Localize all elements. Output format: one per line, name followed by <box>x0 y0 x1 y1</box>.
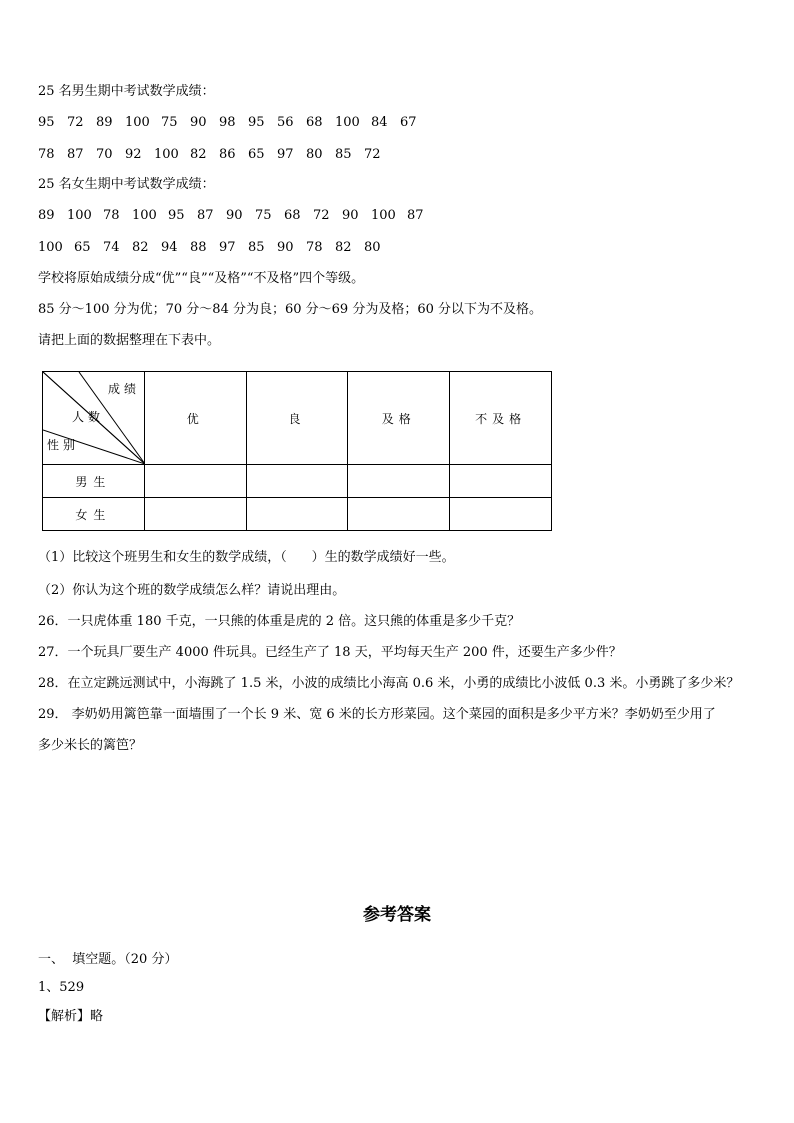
table-cell[interactable] <box>144 498 246 531</box>
girls-scores-row-1 <box>38 208 436 224</box>
diag-label-score: 成绩 <box>108 382 141 396</box>
score-value: 90 <box>226 208 243 223</box>
answer-item-1: 1、529 <box>38 980 85 995</box>
boys-scores-row-2 <box>38 147 393 163</box>
score-value: 78 <box>306 240 323 255</box>
score-value: 92 <box>125 147 142 162</box>
diag-label-gender: 性别 <box>47 438 80 452</box>
score-value: 97 <box>277 147 294 162</box>
score-value: 80 <box>364 240 381 255</box>
column-header-fail: 不及格 <box>450 372 552 465</box>
score-value: 68 <box>306 115 323 130</box>
grade-table <box>42 371 552 531</box>
row-header-girls: 女生 <box>43 498 145 531</box>
table-cell[interactable] <box>246 465 348 498</box>
table-cell[interactable] <box>450 465 552 498</box>
score-value: 95 <box>38 115 55 130</box>
score-value: 68 <box>284 208 301 223</box>
diag-label-count: 人数 <box>72 410 105 424</box>
table-instruction: 请把上面的数据整理在下表中。 <box>38 333 221 348</box>
score-value: 72 <box>67 115 84 130</box>
table-cell[interactable] <box>348 498 450 531</box>
score-value: 88 <box>190 240 207 255</box>
score-value: 75 <box>255 208 272 223</box>
score-value: 82 <box>132 240 149 255</box>
question-29-line-1: 29． 李奶奶用篱笆靠一面墙围了一个长 9 米、宽 6 米的长方形菜园。这个菜园的面积是多少平方米？李奶奶至少用了 <box>38 707 716 722</box>
question-27: 27．一个玩具厂要生产 4000 件玩具。已经生产了 18 天，平均每天生产 200 件，还要生产多少件？ <box>38 645 622 660</box>
girls-scores-label: 25 名女生期中考试数学成绩： <box>38 177 215 192</box>
score-value: 65 <box>248 147 265 162</box>
answers-title: 参考答案 <box>363 905 431 925</box>
score-value: 84 <box>371 115 388 130</box>
score-value: 82 <box>335 240 352 255</box>
score-value: 89 <box>96 115 113 130</box>
question-26: 26．一只虎体重 180 千克，一只熊的体重是虎的 2 倍。这只熊的体重是多少千克？ <box>38 614 521 629</box>
grading-rule: 85 分～100 分为优；70 分～84 分为良；60 分～69 分为及格；60 分以下为不及格。 <box>38 302 542 317</box>
column-header-pass: 及格 <box>348 372 450 465</box>
answer-analysis: 【解析】略 <box>38 1009 104 1024</box>
score-value: 98 <box>219 115 236 130</box>
answers-section-heading: 一、 填空题。（20 分） <box>38 952 178 967</box>
score-value: 100 <box>38 240 63 255</box>
column-header-good: 良 <box>246 372 348 465</box>
question-29-line-2: 多少米长的篱笆？ <box>38 738 143 753</box>
score-value: 100 <box>154 147 179 162</box>
score-value: 82 <box>190 147 207 162</box>
score-value: 94 <box>161 240 178 255</box>
score-value: 97 <box>219 240 236 255</box>
score-value: 67 <box>400 115 417 130</box>
score-value: 87 <box>407 208 424 223</box>
boys-scores-row-1 <box>38 115 429 131</box>
score-value: 85 <box>335 147 352 162</box>
row-header-boys: 男生 <box>43 465 145 498</box>
score-value: 90 <box>277 240 294 255</box>
score-value: 100 <box>335 115 360 130</box>
score-value: 72 <box>364 147 381 162</box>
score-value: 78 <box>38 147 55 162</box>
score-value: 100 <box>67 208 92 223</box>
score-value: 70 <box>96 147 113 162</box>
score-value: 87 <box>67 147 84 162</box>
table-cell[interactable] <box>246 498 348 531</box>
score-value: 100 <box>371 208 396 223</box>
sub-question-1: （1）比较这个班男生和女生的数学成绩，（ ）生的数学成绩好一些。 <box>38 550 455 565</box>
score-value: 80 <box>306 147 323 162</box>
score-value: 89 <box>38 208 55 223</box>
girls-scores-row-2 <box>38 240 393 256</box>
question-28: 28．在立定跳远测试中，小海跳了 1.5 米，小波的成绩比小海高 0.6 米，小勇的成绩比小波低 0.3 米。小勇跳了多少米？ <box>38 676 740 691</box>
score-value: 90 <box>342 208 359 223</box>
grading-intro: 学校将原始成绩分成“优”“良”“及格”“不及格”四个等级。 <box>38 271 365 286</box>
boys-scores-label: 25 名男生期中考试数学成绩： <box>38 84 215 99</box>
score-value: 78 <box>103 208 120 223</box>
score-value: 95 <box>248 115 265 130</box>
table-cell[interactable] <box>450 498 552 531</box>
score-value: 95 <box>168 208 185 223</box>
score-value: 100 <box>132 208 157 223</box>
score-value: 75 <box>161 115 178 130</box>
score-value: 56 <box>277 115 294 130</box>
score-value: 74 <box>103 240 120 255</box>
score-value: 65 <box>74 240 91 255</box>
score-value: 85 <box>248 240 265 255</box>
column-header-excellent: 优 <box>144 372 246 465</box>
score-value: 90 <box>190 115 207 130</box>
sub-question-2: （2）你认为这个班的数学成绩怎么样？请说出理由。 <box>38 583 346 598</box>
table-diagonal-header <box>43 372 145 465</box>
score-value: 87 <box>197 208 214 223</box>
table-cell[interactable] <box>348 465 450 498</box>
score-value: 72 <box>313 208 330 223</box>
score-value: 100 <box>125 115 150 130</box>
table-cell[interactable] <box>144 465 246 498</box>
score-value: 86 <box>219 147 236 162</box>
